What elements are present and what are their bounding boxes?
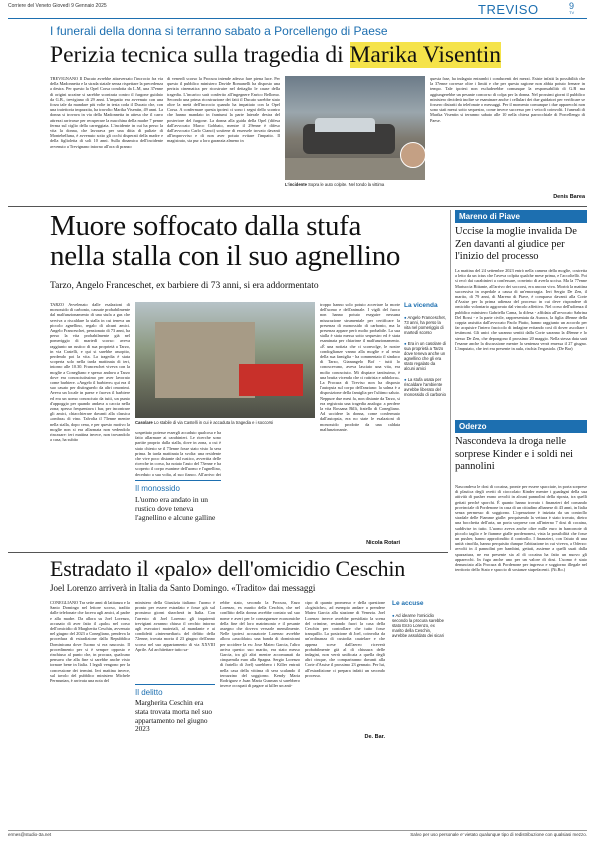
story1-byline: Denis Barea <box>553 194 585 200</box>
accuse-item-1-text: Ad idearne l'omicidio secondo la procura sarebbe stato Enzo Lorenzo, ex marito della Ceschin, avrebbe assoldato dei sicari <box>392 613 444 638</box>
footer-email: ermes@studio-3a.net <box>8 832 52 837</box>
page-number: 9 <box>569 1 575 11</box>
story2-vicenda <box>404 302 446 542</box>
story5-accuse <box>392 600 444 740</box>
story5-box-title: Il delitto <box>135 688 163 697</box>
story5-col2: ministero della Giustizia italiano: l'uomo è pronto per essere estradato e fosse già sul prossimo giorni sbarcherà in Italia. Con l'arresto di Joel Lorenzo gli inquirenti trevigiani avranno chiuso il cerchio intorno agli esecutori materiali, al mandante e ai condidetti «intermediari» del delitto della 72enne, trovata morta il 23 giugno dell'anno scorso nel suo appartamento di via XXVIII Aprile. Ad architettare tutto sa- <box>135 600 215 652</box>
story1-headline-name: Marika Visentin <box>349 42 502 68</box>
story5-byline: De. Bar. <box>364 734 385 740</box>
story2-col3: troppo hanno solo potuto accertare la morte dell'uomo e dell'animale. I vigili del fuoco non hanno potuto eseguire nessuna misurazione strumentale per certificare la presenza di monossido di carbonio, ma la presenza appare però molto probabile. La sua stalla è stata messa sotto sequestro ed è stata esaminata per chiarirne il malfunzionamento. «È una notizia che ci sconvolge, le nostre condoglianze vanno alla moglie e al resto della sua famiglia - ha commentato il sindaco di Tarzo, Gianangelo Bof - tutti lo conoscevano, aveva lasciato una vita, era molto conosciuto. Mi dispiace tantissimo, è una brutta vicenda che ci rattrista e addolora». La Procura di Treviso non ha disposto l'autopsia sul corpo dell'anziano: la salma è a disposizione della famiglia per l'ultimo saluto. Neppure due mesi fa, non distante da Tarzo, si era registrata una tragedia analoga: a perdere la vita Rossana Billi, fratello di Conegliano. Ad uccidere la donna, come confermato dall'autopsia, era no state le esalazioni di monossido prodotte da una caldaia malfunzionante. <box>320 302 400 432</box>
story3-headline: Uccise la moglie invalida De Zen davanti al giudice per l'inizio del processo <box>455 226 577 262</box>
story2-subhead: Tarzo, Angelo Franceschet, ex barbiere di 73 anni, si era addormentato <box>50 281 319 291</box>
page-header-date: Corriere del Veneto Giovedì 9 Gennaio 2025 <box>8 3 107 9</box>
story3-label: Mareno di Piave <box>455 210 587 223</box>
story1-caption-text: Sopra le auto colpite. Nel tondo la vittima <box>306 182 385 187</box>
photo-car-window <box>315 118 375 132</box>
story2-caption <box>135 420 320 425</box>
story4-label: Oderzo <box>455 420 587 433</box>
accuse-item-1: ● Ad idearne l'omicidio secondo la procura sarebbe stato Enzo Lorenzo, ex marito della Ceschin, avrebbe assoldato dei sicari <box>392 613 444 638</box>
story2-box-text: L'uomo era andato in un rustico dove teneva l'agnellino e alcune galline <box>135 495 216 522</box>
story2-caption-text: Lo stabile di via Castelli in cui è accaduta la tragedia e i soccorsi <box>152 420 274 425</box>
story2-box-title: Il monossido <box>135 484 180 493</box>
story2-col1: TARZO Avvelenato dalle esalazioni di monossido di carbonio, causate probabilmente dal malfunzionamento di una stufa a gas che serviva a riscaldare la stalla in cui teneva un piccolo agnellino, regalo di alcuni amici. Angelo Franceschet, pensionato di 73 anni, ha perso la vita probabilmente già nel pomeriggio di martedì scorso: aveva raggiunto un rustico di sua proprietà a Tarzo, in via Castelli, e qui si sarebbe assopito, perdendo poi la vita. La tragedia è stata scoperta solo nella tarda mattinata di ieri, intorno alle 10.30. Franceschet viveva con la moglie a Conegliano e spesso andava a Tarzo dove era conosciutissimo per aver lavorato come barbiere. «Angelo il barbiere» qui era il suo casato per distinguerlo da altri omonimi. Aveva un locale in paese e faceva il barbiere ed era un uomo conosciuto da tutti, un punto d'appoggio per quando andava a caccia nella zona; spesso frequentava i bar, per incontrare gli amici, chiacchierare davanti alla classica «ombra» di vino. Talvolta il 73enne mentre nella stalla, dopo cena, e per questo motivo la moglie non si era allarmata non vedendolo rincasare: ieri mattina invece, non trovandolo a casa, ha subito <box>50 302 130 443</box>
header-rule <box>8 18 587 19</box>
story1-col2: di venerdì scorso la Procura intende adesso fare piena luce. Per questo il pubblico ministero Davide Romanelli ha disposto una perizia cinematica per ricostruire nel dettaglio le cause della tragedia. L'incarico sarà conferito all'ingegnere Enrico Bellomo. Secondo una prima ricostruzione dei fatti il Ducato sarebbe stato oltre la metà dell'incrocio quando ha impattato con la Opel Corsa. A confermare questa ipotesi ci sono i segni dello scontro che hanno mandato in frantumi la parte laterale destra del posteriore del furgone. La donna alla guida della Opel (difesa dall'avvocato Marco Gobbato, mentre il 29enne è difeso dall'avvocato Carlo Cianci) sostiene di essersele trovato davanti all'improvviso e di non aver potuto evitare l'impatto. Il magistrato, sia pur a loro garanzia almeno in <box>167 76 280 144</box>
vicenda-item-2-text: Era in un casolare di sua proprietà a Tarzo dove teneva anche un agnellino che gli era stato regalato da alcuni amici <box>404 341 446 371</box>
story5-col3: rebbe stato, secondo la Procura, Enzo Lorenzo, ex marito della Ceschin, che nel conflitto della donna avrebbe contato sul suo nome e averi per le conseguenze economiche della fine del loro matrimonio e il pesante assegno che doveva versarle mensilmente. Nelle ipotesi accusatorie Lorenzo avrebbe allora «assoldato» una banda di dominicani per uccidere la ex: Jose Mateo Garcia, l'altro arriva questo: suo marito, era stato messo Garcia, tra gli altri mentre accomunati da cinquemila euro alla Spagna. Sergio Lorenzo di fratello di Joel) sarebbero i Killer entrati nella casa della vittima di sera scalando il terrazzino del soggiorno. Kendy Maria Rodriguez e Juan Maria Gusman si sarebbero invece occupati di pagare ai killer un anti- <box>220 600 300 689</box>
vicenda-title: La vicenda <box>404 302 438 309</box>
story2-caption-bold: Casolare <box>135 420 153 425</box>
sidebar-divider <box>450 210 451 550</box>
story5-top-rule <box>8 552 448 553</box>
story5-col1: CONEGLIANO Tra sette anni di latitanza e la Santo Domingo nel lettore scorso, tradito dalle telefonate che faceva agli amici, al padre e alla madre. Da allora su Joel Lorenzo, accusato di aver fatto il «palo» nel corso dell'omicidio di Margherita Ceschin, avvenuto nel giugno del 2023 a Conegliano, pendeva la procedura di estradizione dalla Repubblica Dominicana dove l'uomo si era nascosto. Il procedimento per si è sempre opposto e rinchiuso al punto che, in procura, qualcuno pensava che alla fine si sarebbe anche visto tornare bene in Italia. I legali vengono per la concessione dei termini. Ieri mattina invece, sul tavolo del pubblico ministero Michele Permunian, è arrivata una nota del <box>50 600 130 684</box>
vicenda-item-1: ● Angelo Franceschet, 73 anni, ha perso la vita nel pomeriggio di martedì scorso <box>404 315 446 335</box>
story5-subhead: Joel Lorenzo arriverà in Italia da Santo Domingo. «Tradito» dai messaggi <box>50 583 316 593</box>
story1-col3: questa fase, ha indagato entrambi i conducenti dei mezzi. Esiste infatti la possibilità che la 37enne corresse oltre i limiti e che per questa ragione non abbia potuto frenare in tempo. Tale ipotesi non escluderebbe comunque la responsabilità di G.B ma aggiungerebbe un pesante concorso di colpa per la donna. Nel prossimi giorni il pubblico ministero deciderà inoltre se esaminare anche i cellulari dei due guidatori per verificare se fossero distratti da telefonate o messaggi. Per il momento comunque i due apparecchi non sono stati messi sotto sequestro, come invece successo per i veicoli coinvolti. I funerali di Marika Visentin si terranno sabato alle 10 nella chiesa parrocchiale di Porcellengo di Paese. <box>430 76 585 123</box>
story4-headline: Nascondeva la droga nelle sorprese Kinder e i soldi nei pannolini <box>455 436 574 472</box>
story2-photo <box>135 302 315 418</box>
story1-inset-portrait <box>400 142 426 168</box>
story2-headline-1: Muore soffocato dalla stufa <box>50 210 362 242</box>
story1-kicker: I funerali della donna si terranno sabato a Porcellengo di Paese <box>50 24 388 38</box>
section-title: TREVISO <box>478 2 539 17</box>
story2-col2: sospettato potesse essergli accaduto qualcosa e ha fatto allarmare ai carabinieri. Le ricerche sono partite proprio dalla stalla, dove in zona, a cui è stato chiesto se il 73enne fosse stato visto la sera prima. In tarda mattinata la svolta: una residente che vive poco distante dal rustico, avvertita delle ricerche in corso, ha notato l'auto del 73enne e ha scoperto il corpo esanime dell'uomo e l'agnellino, deceduto a sua volta, al suo fianco. All'arrivo dei <box>135 430 221 477</box>
story5-box <box>135 684 215 742</box>
footer-notice: Salvo per uso personale e' vietato qualunque tipo di redistribuzione con qualsiasi mezzo. <box>410 832 587 837</box>
story5-headline: Estradato il «palo» dell'omicidio Ceschin <box>50 556 406 581</box>
vicenda-item-1-text: Angelo Franceschet, 73 anni, ha perso la vita nel pomeriggio di martedì scorso <box>404 315 446 335</box>
story1-col1: TREVIGNANO Il Ducato avrebbe attraversato l'incrocio fra via della Madonnetta e la strada statale senza rispettare la precedenza a destra. Per questo la Opel Corsa condotta da L.M, una 37enne di origini ucraine si sarebbe scontrata contro il furgone guidato da G.B., trevigiano di 29 anni. L'impatto era avvenuto con una forza tale da mandare più volte in testa coda il Ducato che, con una traiettoria impazzita, ha travolto Marika Visentin, 49 anni. La donna si trovava in via della Madonnetta in attesa che il carro attrezzi arrivasse per recuperare la macchina della madre 7 penne ferma sul ciglio della carreggiata. L'incidente in cui ha perso la vita la donna, che lavorava per una ditta di pulizie di Montebelluna, è avvenuto sotto gli occhi disperati della madre e della figlioletta di soli 10 anni. Sulla dinamica dell'incidente avvenuto a Trevignano intorno all'ora di pranzo <box>50 76 163 149</box>
accuse-title: Le accuse <box>392 600 424 607</box>
story5-box-text: Margherita Ceschin era stata trovata morta nel suo appartamento nel giugno 2023 <box>135 698 212 734</box>
story1-bottom-rule <box>8 206 587 207</box>
story2-box <box>135 480 221 546</box>
story1-headline-text: Perizia tecnica sulla tragedia di <box>50 42 350 68</box>
story1-caption <box>285 182 425 187</box>
story3-text: La mattina del 24 settembre 2023 entrò nella camera della moglie, costretta a letto da un ictus che l'aveva colpita qualche mese prima, e l'accoltellò. Poi si recò dai carabinieri a confessare, convinto di averla uccisa. Ma la 77enne Mariuccia Bittante, all'arrivo dei soccorsi, era ancora viva. Morirà la mattina successiva in ospedale a causa di un'emorragia. Ieri Sergio De Zen, il marito, di 79 anni, di Mareno di Piave, è comparso davanti alla Corte d'Assise per la prima udienza del processo in cui deve rispondere di omicidio volontario aggravato dal vincolo affettivo. Nel corso dell'udienza il pubblico ministero Gabriella Cama, la difesa - affidata all'avvocato Sabrina Del Rossi - e la parte civile, rappresentata da Aurora, la figlia 48enne della coppia assistita dall'avvocato Paolo Piatto, hanno raggiunto un accordo per far acquisire l'intero fascicolo di indagine evitando così di dover ascoltare i testimoni. Gli unici che saranno sentiti dalla Corte saranno la 48enne e lo stesso De Zen, che depongono il prossimo 20 maggio. Nella stessa data sarà l'esame anche la discussione mentre la sentenza verrà emessa il 27 giugno. L'imputato, che ieri era presente in aula, rischia l'ergastolo. (De Bar) <box>455 268 587 352</box>
vicenda-item-2: ● Era in un casolare di sua proprietà a Tarzo dove teneva anche un agnellino che gli era stato regalato da alcuni amici <box>404 341 446 371</box>
story1-caption-bold: L'incidente <box>285 182 307 187</box>
vicenda-item-3: ● La stufa usata per riscaldare l'ambiente avrebbe liberato del monossido di carbonio <box>404 377 446 397</box>
photo-vehicle <box>239 364 303 396</box>
story2-byline: Nicola Rotari <box>366 540 400 546</box>
footer-rule <box>8 830 587 831</box>
page-sub: TV <box>569 10 575 15</box>
story4-text: Nascondeva le dosi di cocaina, pronte per essere spacciate, in porta sorprese di plastica degli ovetti di cioccolato Kinder mentre i guadagni della sua attività di pusher erano avvolti in alcuni pannolini della riposta, tra quelli gettati perché sporchi. È quanto hanno trovato i finanzieri del comando provinciale di Pordenone in casa di un cittadino albanese di 43 anni, in Italia senza permesso di soggiorno. L'operazione è iniziata da un controllo stradale delle Fiamme gialle: perquisendo la vettura è stato trovato, dietro una bocchetta dell'aria, un porta sorprese con all'interno 7 dosi di cocaina, suddivise in tutto. L'uomo aveva anche oltre mille euro in banconote di piccolo taglio e le fiamme gialle pordenonesi, vista la possibilità che fosse un pusher, hanno approfondito il controllo. I finanzieri, con l'aiuto di una unità cinofila, hanno perquisito dunque l'abitazione in cui viveva, a Oderzo: avvolti in 4 pannolini per bambini, gettati, assieme a quelli usati dalla spazzatura, ne era presente sia al di cocaina ha fatto un nuovo gli apparecchi. In fuga anche uno per un valore di dosi. L'uomo è stato denunciato alla Procura di Pordenone per ingresso e soggiorno illegale nel territorio dello Stato e spaccio di sostanze stupefacenti. (Ni.Ro.) <box>455 484 587 573</box>
story2-col2b <box>223 430 315 550</box>
story1-headline <box>50 42 590 69</box>
story5-col4: cipo di quanto promesso e della questione «logistiche», ad esempio andare a prendere Mateo Garcia alla stazione di Venezia. Joel Lorenzo invece avrebbe presidiato la scena del crimine, restando fuori la casa della Ceschin per controllare che tutto fosse tranquillo. La posizione di Joel, coinvolta da un'ordinanza di custodia cautelare e che appena scese dall'aereo riceverà probabilmente già al di chiusura delle indagini, non verrà unificata a quella degli altri cinque, che compariranno davanti alla Corte d'Assise il prossimo 23 gennaio. Per lui, all'estradizione ci prepara infatti un secondo processo. <box>305 600 385 678</box>
vicenda-item-3-text: La stufa usata per riscaldare l'ambiente avrebbe liberato del monossido di carbonio <box>404 377 446 397</box>
story2-headline-2: nella stalla con il suo agnellino <box>50 240 401 272</box>
